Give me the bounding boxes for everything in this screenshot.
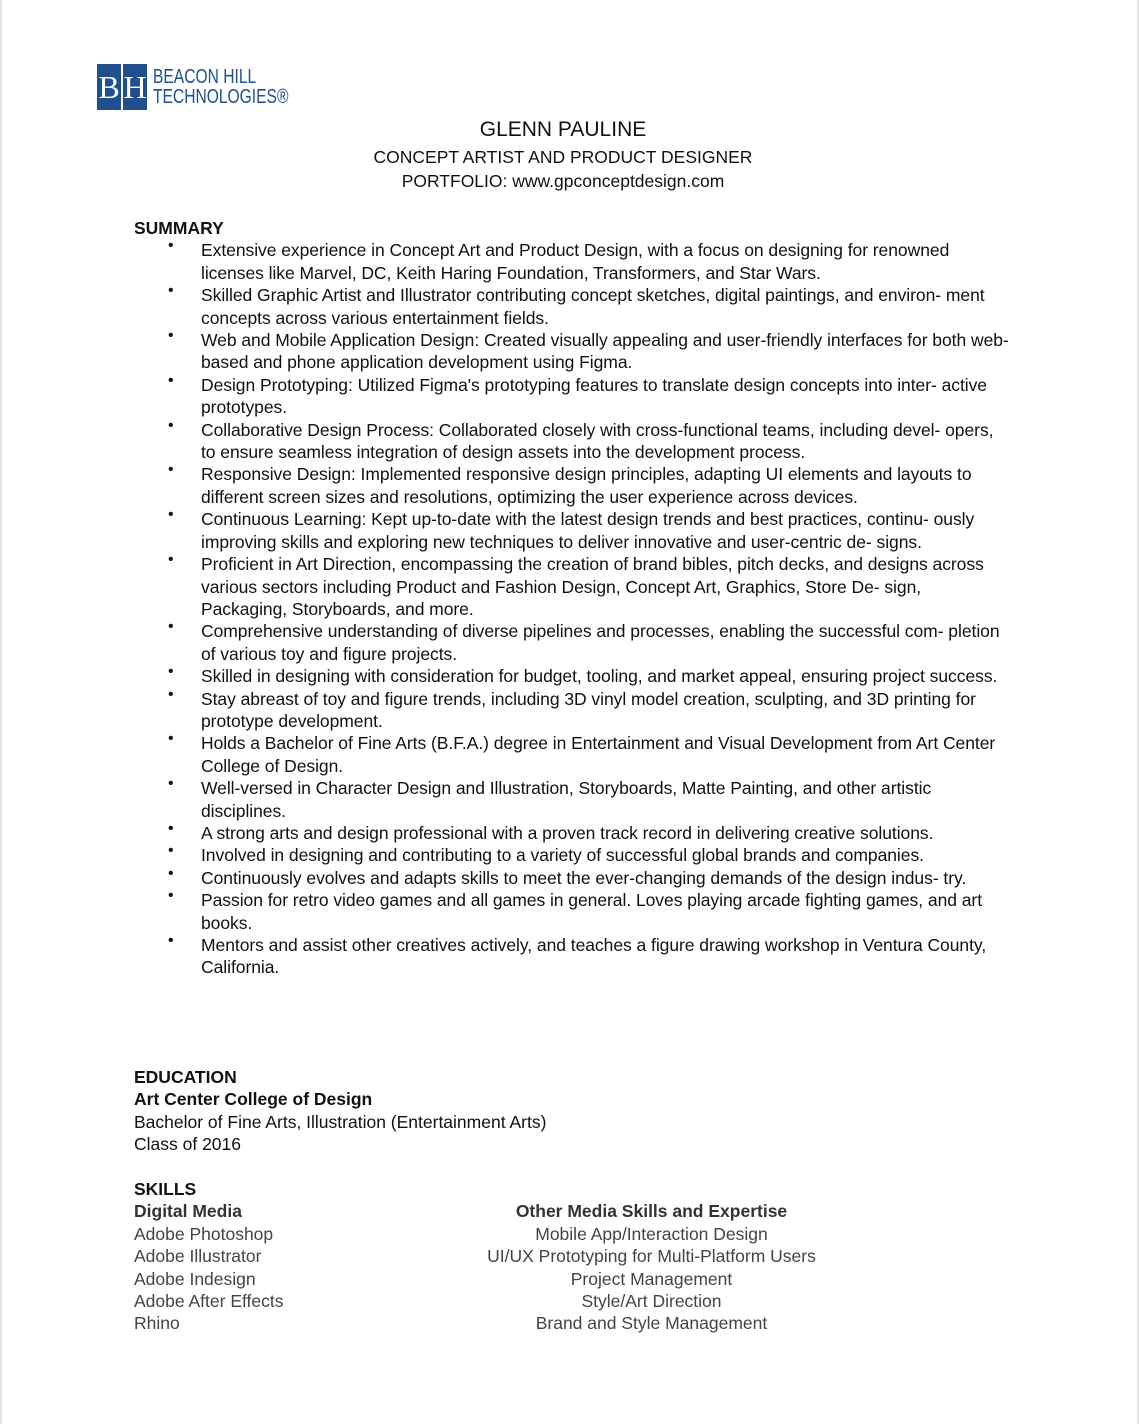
- education-degree: Bachelor of Fine Arts, Illustration (Entertainment Arts): [134, 1111, 547, 1132]
- education-school: Art Center College of Design: [134, 1089, 373, 1110]
- digital-media-skill: Rhino: [134, 1313, 180, 1334]
- skills-section: [134, 1178, 1014, 1334]
- summary-bullet: • Stay abreast of toy and figure trends, including 3D vinyl model creation, sculpting, and 3D printing for prototype development.: [134, 688, 1011, 733]
- summary-bullet: • Collaborative Design Process: Collaborated closely with cross-functional teams, including devel- opers, to ensure seamless integration of design assets into the development process.: [134, 419, 1011, 464]
- digital-media-list: [134, 1223, 434, 1335]
- other-skill: Style/Art Direction: [581, 1291, 722, 1312]
- page-left-edge: [0, 0, 2, 1424]
- digital-media-skill: Adobe Indesign: [134, 1268, 256, 1289]
- digital-media-skill: Adobe Illustrator: [134, 1246, 262, 1267]
- summary-bullet: • Continuously evolves and adapts skills to meet the ever-changing demands of the design indus- try.: [134, 867, 1011, 889]
- company-logo: [97, 63, 327, 111]
- other-skill: Brand and Style Management: [535, 1313, 768, 1334]
- summary-bullet: • Comprehensive understanding of diverse pipelines and processes, enabling the successful com- pletion of various toy and figure projects.: [134, 620, 1011, 665]
- candidate-title: CONCEPT ARTIST AND PRODUCT DESIGNER: [373, 147, 753, 167]
- logo-wordmark: [153, 67, 288, 107]
- logo-line-2: TECHNOLOGIES®: [153, 86, 289, 108]
- summary-bullet: • Web and Mobile Application Design: Created visually appealing and user-friendly interfaces for both web-based and phone application development using Figma.: [134, 329, 1011, 374]
- logo-mark: [97, 64, 147, 110]
- portfolio-link[interactable]: PORTFOLIO: www.gpconceptdesign.com: [401, 171, 725, 191]
- logo-line-1: BEACON HILL: [153, 66, 257, 88]
- summary-bullet: • Skilled in designing with consideration for budget, tooling, and market appeal, ensuring project success.: [134, 665, 1011, 687]
- logo-initial-h: H: [123, 64, 147, 110]
- summary-section: [134, 217, 1014, 979]
- summary-list: [134, 239, 1014, 978]
- summary-bullet: • Passion for retro video games and all games in general. Loves playing arcade fighting games, and art books.: [134, 889, 1011, 934]
- logo-initial-b: B: [97, 64, 121, 110]
- digital-media-column: [134, 1200, 434, 1334]
- digital-media-skill: Adobe After Effects: [134, 1291, 284, 1312]
- education-heading: EDUCATION: [134, 1067, 237, 1087]
- other-skill: Mobile App/Interaction Design: [535, 1223, 768, 1244]
- other-skills-heading: Other Media Skills and Expertise: [515, 1201, 788, 1222]
- summary-bullet: • Proficient in Art Direction, encompassing the creation of brand bibles, pitch decks, and designs across various sectors including Product and Fashion Design, Concept Art, Graphics, Store De- sign, Packaging, Storyboards, and more.: [134, 553, 1011, 620]
- summary-bullet: • Skilled Graphic Artist and Illustrator contributing concept sketches, digital paintings, and environ- ment concepts across various entertainment fields.: [134, 284, 1011, 329]
- skills-columns: [134, 1200, 1014, 1334]
- education-section: [134, 1066, 1014, 1156]
- other-skills-column: [434, 1200, 869, 1334]
- skills-heading: SKILLS: [134, 1179, 197, 1199]
- summary-bullet: • Design Prototyping: Utilized Figma's prototyping features to translate design concepts into inter- active prototypes.: [134, 374, 1011, 419]
- summary-bullet: • Well-versed in Character Design and Illustration, Storyboards, Matte Painting, and other artistic disciplines.: [134, 777, 1011, 822]
- summary-bullet: • Extensive experience in Concept Art and Product Design, with a focus on designing for renowned licenses like Marvel, DC, Keith Haring Foundation, Transformers, and Star Wars.: [134, 239, 1011, 284]
- digital-media-skill: Adobe Photoshop: [134, 1223, 274, 1244]
- education-class: Class of 2016: [134, 1134, 242, 1155]
- digital-media-heading: Digital Media: [134, 1201, 242, 1222]
- summary-heading: SUMMARY: [134, 218, 224, 238]
- summary-bullet: • Holds a Bachelor of Fine Arts (B.F.A.) degree in Entertainment and Visual Development from Art Center College of Design.: [134, 732, 1011, 777]
- other-skills-list: [434, 1223, 869, 1335]
- summary-bullet: • A strong arts and design professional with a proven track record in delivering creative solutions.: [134, 822, 1011, 844]
- candidate-name: GLENN PAULINE: [479, 118, 647, 141]
- summary-bullet: • Involved in designing and contributing to a variety of successful global brands and companies.: [134, 844, 1011, 866]
- summary-bullet: • Mentors and assist other creatives actively, and teaches a figure drawing workshop in Ventura County, California.: [134, 934, 1011, 979]
- other-skill: UI/UX Prototyping for Multi-Platform Users: [487, 1246, 816, 1267]
- other-skill: Project Management: [570, 1268, 733, 1289]
- summary-bullet: • Continuous Learning: Kept up-to-date with the latest design trends and best practices, continu- ously improving skills and exploring new techniques to deliver innovative and user-centric de- signs.: [134, 508, 1011, 553]
- summary-bullet: • Responsive Design: Implemented responsive design principles, adapting UI elements and layouts to different screen sizes and resolutions, optimizing the user experience across devices.: [134, 463, 1011, 508]
